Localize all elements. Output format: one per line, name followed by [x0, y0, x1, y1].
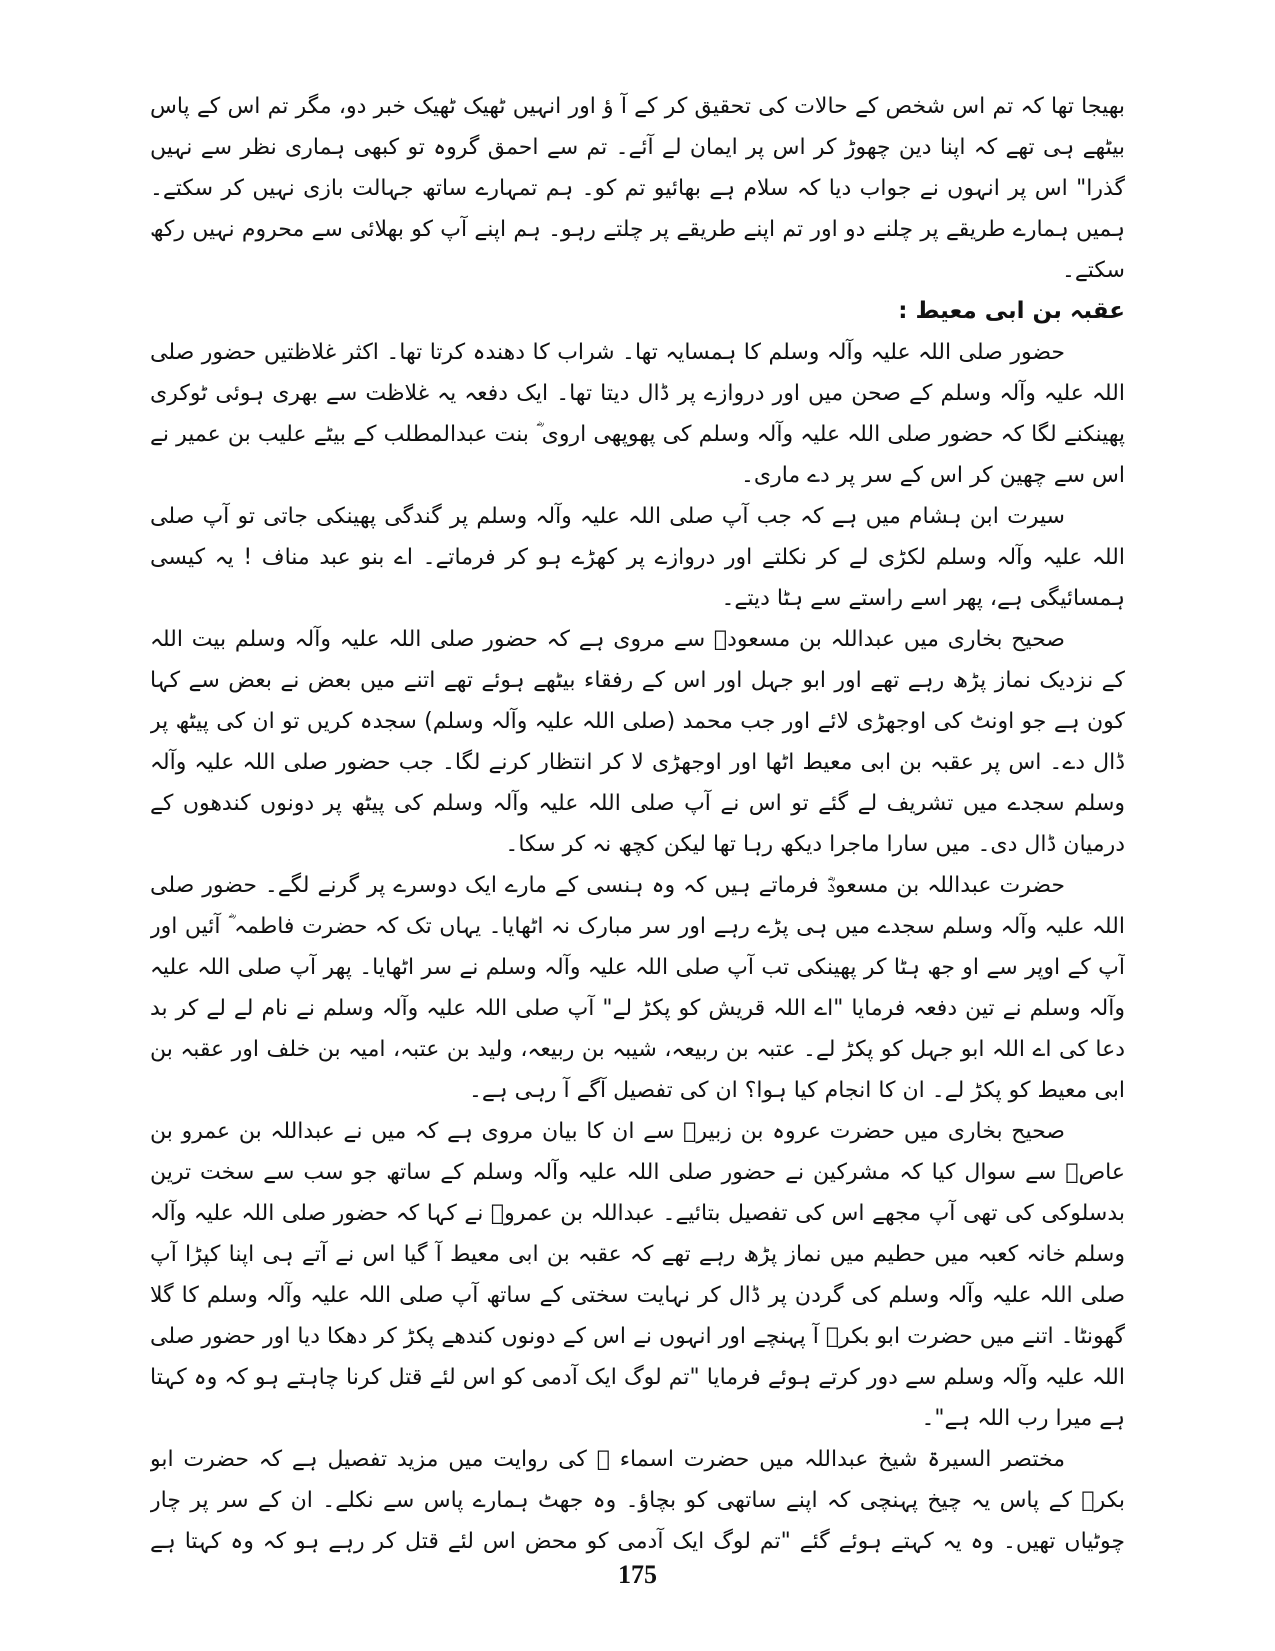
paragraph-7: مختصر السیرۃ شیخ عبداللہ میں حضرت اسماء ؓ کی روایت میں مزید تفصیل ہے کہ حضرت ابو بکرؓ کے پاس یہ چیخ پہنچی کہ اپنے ساتھی کو بچاؤ۔ وہ جھٹ ہمارے پاس سے نکلے۔ ان کے سر پر چار چوٹیاں تھیں۔ وہ یہ کہتے ہوئے گئے "تم لوگ ایک آدمی کو محض اس لئے قتل کر رہے ہو کہ وہ کہتا ہے: [150, 1447, 1125, 1554]
section-heading: عقبہ بن ابی معیط :: [898, 298, 1125, 324]
page-number: 175: [618, 1560, 657, 1589]
paragraph-1: بھیجا تھا کہ تم اس شخص کے حالات کی تحقیق کر کے آ ؤ اور انہیں ٹھیک ٹھیک خبر دو، مگر تم اس کے پاس بیٹھے ہی تھے کہ اپنا دین چھوڑ کر اس پر ایمان لے آئے۔ تم سے احمق گروہ تو کبھی ہماری نظر سے نہیں گذرا" اس پر انہوں نے جواب دیا کہ سلام ہے بھائیو تم کو۔ ہم تمہارے ساتھ جہالت بازی نہیں کر سکتے۔ ہمیں ہمارے طریقے پر چلنے دو اور تم اپنے طریقے پر چلتے رہو۔ ہم اپنے آپ کو بھلائی سے محروم نہیں رکھ سکتے۔: [150, 94, 1125, 283]
document-page: [150, 86, 1125, 1556]
paragraph-5: حضرت عبداللہ بن مسعودؓ فرماتے ہیں کہ وہ ہنسی کے مارے ایک دوسرے پر گرنے لگے۔ حضور صلی اللہ علیہ وآلہ وسلم سجدے میں ہی پڑے رہے اور سر مبارک نہ اٹھایا۔ یہاں تک کہ حضرت فاطمہ ؓ آئیں اور آپ کے اوپر سے او جھ ہٹا کر پھینکی تب آپ صلی اللہ علیہ وآلہ وسلم نے سر اٹھایا۔ پھر آپ صلی اللہ علیہ وآلہ وسلم نے تین دفعہ فرمایا "اے اللہ قریش کو پکڑ لے" آپ صلی اللہ علیہ وآلہ وسلم نے نام لے لے کر بد دعا کی اے اللہ ابو جہل کو پکڑ لے۔ عتبہ بن ربیعہ، شیبہ بن ربیعہ، ولید بن عتبہ، امیہ بن خلف اور عقبہ بن ابی معیط کو پکڑ لے۔ ان کا انجام کیا ہوا؟ ان کی تفصیل آگے آ رہی ہے۔: [150, 873, 1125, 1103]
paragraph-4: صحیح بخاری میں عبداللہ بن مسعودؓ سے مروی ہے کہ حضور صلی اللہ علیہ وآلہ وسلم بیت اللہ کے نزدیک نماز پڑھ رہے تھے اور ابو جہل اور اس کے رفقاء بیٹھے ہوئے تھے اتنے میں بعض نے بعض سے کہا کون ہے جو اونٹ کی اوجھڑی لائے اور جب محمد (صلی اللہ علیہ وآلہ وسلم) سجدہ کریں تو ان کی پیٹھ پر ڈال دے۔ اس پر عقبہ بن ابی معیط اٹھا اور اوجھڑی لا کر انتظار کرنے لگا۔ جب حضور صلی اللہ علیہ وآلہ وسلم سجدے میں تشریف لے گئے تو اس نے آپ صلی اللہ علیہ وآلہ وسلم کی پیٹھ پر دونوں کندھوں کے درمیان ڈال دی۔ میں سارا ماجرا دیکھ رہا تھا لیکن کچھ نہ کر سکا۔: [150, 627, 1125, 857]
paragraph-3: سیرت ابن ہشام میں ہے کہ جب آپ صلی اللہ علیہ وآلہ وسلم پر گندگی پھینکی جاتی تو آپ صلی اللہ علیہ وآلہ وسلم لکڑی لے کر نکلتے اور دروازے پر کھڑے ہو کر فرماتے۔ اے بنو عبد مناف ! یہ کیسی ہمسائیگی ہے، پھر اسے راستے سے ہٹا دیتے۔: [150, 504, 1125, 611]
paragraph-6: صحیح بخاری میں حضرت عروہ بن زبیرؓ سے ان کا بیان مروی ہے کہ میں نے عبداللہ بن عمرو بن عاصؓ سے سوال کیا کہ مشرکین نے حضور صلی اللہ علیہ وآلہ وسلم کے ساتھ جو سب سے سخت ترین بدسلوکی کی تھی آپ مجھے اس کی تفصیل بتائیے۔ عبداللہ بن عمروؓ نے کہا کہ حضور صلی اللہ علیہ وآلہ وسلم خانہ کعبہ میں حطیم میں نماز پڑھ رہے تھے کہ عقبہ بن ابی معیط آ گیا اس نے آتے ہی اپنا کپڑا آپ صلی اللہ علیہ وآلہ وسلم کی گردن پر ڈال کر نہایت سختی کے ساتھ آپ صلی اللہ علیہ وآلہ وسلم کا گلا گھونٹا۔ اتنے میں حضرت ابو بکرؓ آ پہنچے اور انہوں نے اس کے دونوں کندھے پکڑ کر دھکا دیا اور حضور صلی اللہ علیہ وآلہ وسلم سے دور کرتے ہوئے فرمایا "تم لوگ ایک آدمی کو اس لئے قتل کرنا چاہتے ہو کہ وہ کہتا ہے میرا رب اللہ ہے"۔: [150, 1119, 1125, 1431]
paragraph-2: حضور صلی اللہ علیہ وآلہ وسلم کا ہمسایہ تھا۔ شراب کا دھندہ کرتا تھا۔ اکثر غلاظتیں حضور صلی اللہ علیہ وآلہ وسلم کے صحن میں اور دروازے پر ڈال دیتا تھا۔ ایک دفعہ یہ غلاظت سے بھری ہوئی ٹوکری پھینکنے لگا کہ حضور صلی اللہ علیہ وآلہ وسلم کی پھوپھی اروی ؓ بنت عبدالمطلب کے بیٹے علیب بن عمیر نے اس سے چھین کر اس کے سر پر دے ماری۔: [150, 340, 1125, 488]
